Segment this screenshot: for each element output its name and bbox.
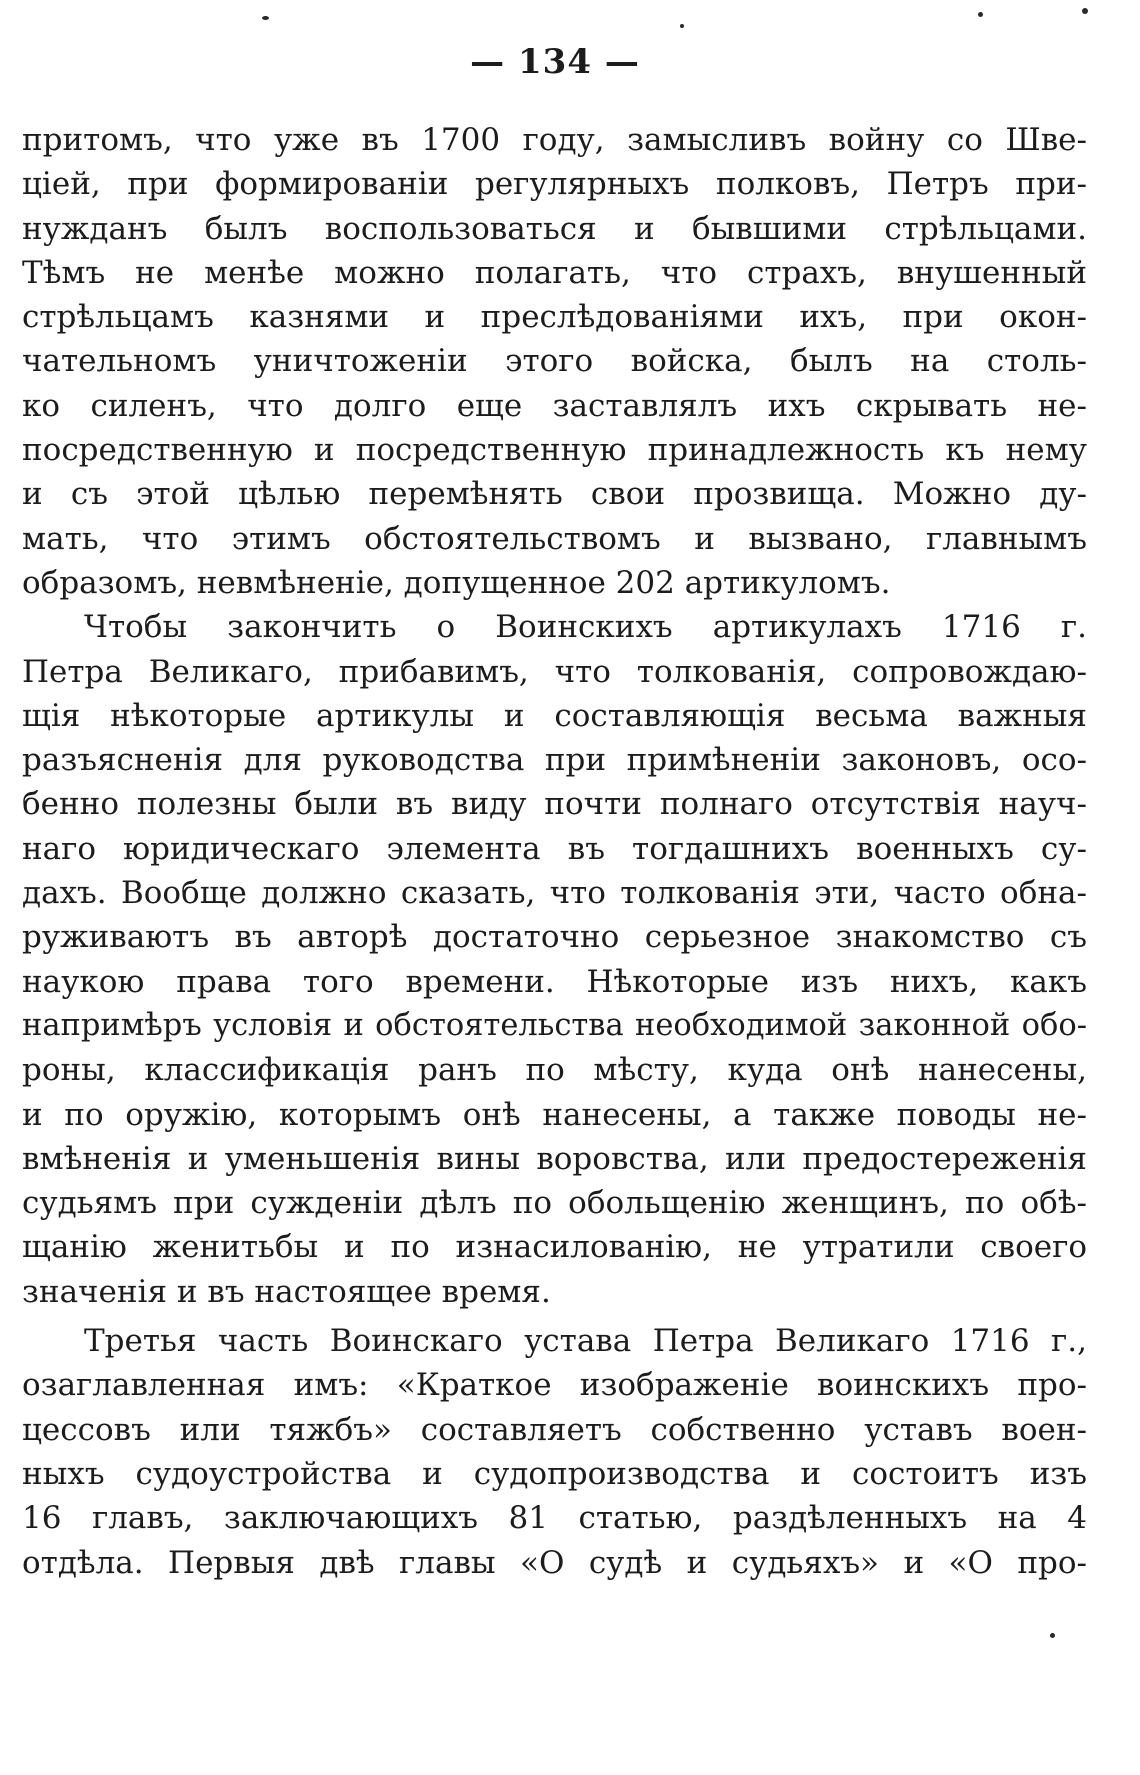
- paragraph-3: [22, 1319, 1087, 1585]
- text-line: отдѣла. Первыя двѣ главы «О судѣ и судьяхъ» и «О про-: [22, 1544, 1087, 1581]
- text-line: роны, классификація ранъ по мѣсту, куда онѣ нанесены,: [22, 1052, 1087, 1089]
- text-line: Петра Великаго, прибавимъ, что толкованія, сопровождаю-: [22, 653, 1087, 690]
- text-line: и по оружію, которымъ онѣ нанесены, а также поводы не-: [22, 1096, 1087, 1133]
- text-line: ціей, при формированіи регулярныхъ полковъ, Петръ при-: [22, 166, 1087, 203]
- text-line: вмѣненія и уменьшенія вины воровства, или предостереженія: [22, 1140, 1087, 1177]
- text-line: нужданъ былъ воспользоваться и бывшими стрѣльцами.: [22, 210, 1087, 247]
- text-line: чательномъ уничтоженіи этого войска, былъ на столь-: [22, 343, 1087, 380]
- scan-speck: [262, 16, 269, 20]
- text-line: Третья часть Воинскаго устава Петра Великаго 1716 г.,: [84, 1323, 1087, 1360]
- body-text: [22, 118, 1087, 1585]
- text-line: мать, что этимъ обстоятельствомъ и вызвано, главнымъ: [22, 520, 1087, 557]
- text-line: напримѣръ условія и обстоятельства необходимой законной обо-: [22, 1007, 1087, 1043]
- text-line: щія нѣкоторые артикулы и составляющія весьма важныя: [22, 697, 1087, 734]
- scan-speck: [680, 24, 684, 28]
- text-line: значенія и въ настоящее время.: [22, 1273, 551, 1310]
- page-number: — 134 —: [470, 42, 640, 82]
- text-line: руживаютъ въ авторѣ достаточно серьезное знакомство съ: [22, 919, 1087, 956]
- text-line: притомъ, что уже въ 1700 году, замысливъ войну со Шве-: [22, 122, 1087, 158]
- text-line: Тѣмъ не менѣе можно полагать, что страхъ, внушенный: [22, 254, 1087, 291]
- text-line: наукою права того времени. Нѣкоторые изъ нихъ, какъ: [22, 963, 1087, 1000]
- scan-speck: [978, 12, 983, 17]
- text-line: стрѣльцамъ казнями и преслѣдованіями ихъ, при окон-: [22, 299, 1087, 336]
- text-line: дахъ. Вообще должно сказать, что толкованія эти, часто обна-: [22, 875, 1087, 912]
- text-line: судьямъ при сужденіи дѣлъ по обольщенію женщинъ, по обѣ-: [22, 1185, 1087, 1222]
- scan-speck: [1050, 1633, 1055, 1638]
- scan-speck: [1082, 8, 1088, 14]
- text-line: ко силенъ, что долго еще заставлялъ ихъ скрывать не-: [22, 387, 1087, 424]
- text-line: посредственную и посредственную принадлежность къ нему: [22, 432, 1087, 469]
- paragraph-2: [22, 605, 1087, 1314]
- text-line: наго юридическаго элемента въ тогдашнихъ военныхъ су-: [22, 830, 1087, 867]
- text-line: бенно полезны были въ виду почти полнаго отсутствія науч-: [22, 786, 1087, 823]
- text-line: озаглавленная имъ: «Краткое изображеніе воинскихъ про-: [22, 1367, 1087, 1404]
- text-line: и съ этой цѣлью перемѣнять свои прозвища. Можно ду-: [22, 476, 1087, 513]
- text-line: образомъ, невмѣненіе, допущенное 202 артикуломъ.: [22, 564, 891, 601]
- text-line: 16 главъ, заключающихъ 81 статью, раздѣленныхъ на 4: [22, 1500, 1087, 1537]
- text-line: щанію женитьбы и по изнасилованію, не утратили своего: [22, 1229, 1087, 1266]
- text-line: цессовъ или тяжбъ» составляетъ собственно уставъ воен-: [22, 1411, 1087, 1448]
- text-line: ныхъ судоустройства и судопроизводства и состоитъ изъ: [22, 1455, 1087, 1492]
- text-line: разъясненія для руководства при примѣненіи законовъ, осо-: [22, 742, 1087, 779]
- paragraph-1: [22, 118, 1087, 605]
- text-line: Чтобы закончить о Воинскихъ артикулахъ 1716 г.: [84, 609, 1087, 646]
